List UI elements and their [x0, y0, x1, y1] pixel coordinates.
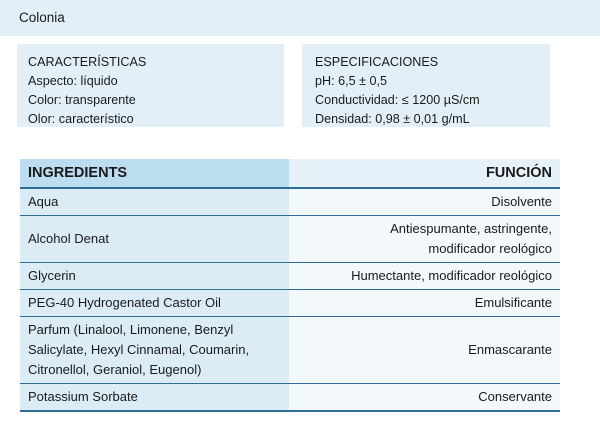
- table-row: [20, 290, 560, 317]
- especificacion-densidad: Densidad: 0,98 ± 0,01 g/mL: [315, 112, 470, 126]
- caracteristica-color: Color: transparente: [28, 93, 136, 107]
- ingredient-cell: [20, 290, 289, 317]
- ingredient-text: Glycerin: [28, 268, 76, 283]
- ingredient-cell: [20, 263, 289, 290]
- function-cell: [289, 384, 560, 412]
- function-header: FUNCIÓN: [289, 159, 560, 188]
- ingredient-text: Potassium Sorbate: [28, 389, 138, 404]
- function-text: modificador reológico: [428, 241, 552, 256]
- caracteristicas-title: CARACTERÍSTICAS: [28, 55, 147, 69]
- ingredient-text: Salicylate, Hexyl Cinnamal, Coumarin,: [28, 342, 250, 357]
- ingredients-table: [20, 159, 560, 412]
- ingredient-text: Aqua: [28, 194, 59, 209]
- table-row: [20, 188, 560, 216]
- function-cell: [289, 317, 560, 384]
- ingredients-header: INGREDIENTS: [20, 159, 289, 188]
- especificaciones-box: [302, 44, 550, 127]
- function-cell: [289, 188, 560, 216]
- function-cell: [289, 290, 560, 317]
- function-text: Humectante, modificador reológico: [351, 268, 552, 283]
- especificacion-conductividad: Conductividad: ≤ 1200 µS/cm: [315, 93, 480, 107]
- ingredient-text: PEG-40 Hydrogenated Castor Oil: [28, 295, 221, 310]
- ingredient-text: Citronellol, Geraniol, Eugenol): [28, 362, 202, 377]
- caracteristica-olor: Olor: característico: [28, 112, 134, 126]
- function-cell: [289, 216, 560, 263]
- especificacion-ph: pH: 6,5 ± 0,5: [315, 74, 388, 88]
- function-cell: [289, 263, 560, 290]
- function-text: Emulsificante: [474, 295, 552, 310]
- page-title: Colonia: [19, 10, 65, 25]
- table-row: [20, 216, 560, 263]
- table-row: [20, 317, 560, 384]
- ingredient-cell: [20, 216, 289, 263]
- function-text: Antiespumante, astringente,: [390, 221, 552, 236]
- table-row: [20, 263, 560, 290]
- function-text: Disolvente: [491, 194, 552, 209]
- especificaciones-title: ESPECIFICACIONES: [315, 55, 439, 69]
- ingredient-cell: [20, 188, 289, 216]
- function-text: Enmascarante: [468, 342, 552, 357]
- table-row: [20, 384, 560, 412]
- ingredients-table-body: [20, 188, 560, 411]
- ingredient-text: Parfum (Linalool, Limonene, Benzyl: [28, 322, 234, 337]
- caracteristicas-box: [17, 44, 284, 127]
- title-bar: [0, 0, 600, 36]
- caracteristica-aspecto: Aspecto: líquido: [28, 74, 118, 88]
- function-text: Conservante: [478, 389, 552, 404]
- ingredient-text: Alcohol Denat: [28, 231, 109, 246]
- ingredient-cell: [20, 384, 289, 412]
- table-header-row: [20, 159, 560, 188]
- ingredient-cell: [20, 317, 289, 384]
